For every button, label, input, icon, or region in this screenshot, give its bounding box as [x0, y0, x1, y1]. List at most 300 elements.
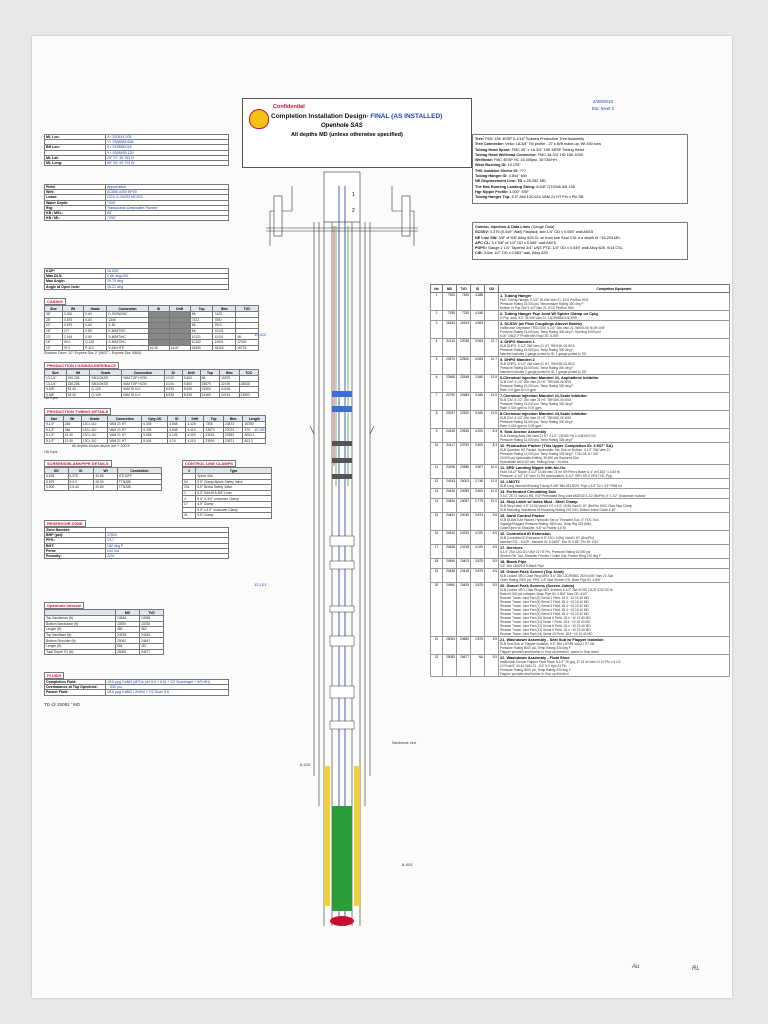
table-cell: 22920	[457, 411, 471, 429]
table-cell: X-60	[84, 317, 107, 323]
equipment-description	[499, 339, 730, 357]
spec-key: Wellhead:	[475, 158, 494, 163]
table-cell: 21	[431, 637, 443, 655]
equipment-detail: Reamer Tracer Joint Part (12) Serial 8 Field: 18.4 ~10 15 40 MD	[500, 624, 591, 628]
table-cell: 24089	[457, 489, 471, 499]
equipment-detail: Service Pkr Tool, Shoulder Ferules / Collet Sub, Packer Rtng 270 deg F	[500, 554, 601, 558]
equipment-detail: Halliburton Double Flapper Float Shoe: 5-1/2" 26 ppg, 5" 13 4s Vam 21 10 Pin x 5 1/2	[500, 660, 621, 664]
tubing-table	[44, 415, 266, 444]
equipment-row	[431, 499, 730, 513]
table-cell: 9	[431, 429, 443, 443]
table-cell: 13.5	[485, 393, 499, 411]
equipment-description	[499, 393, 730, 411]
well-location-table	[44, 134, 229, 166]
table-cell: 24744	[220, 392, 239, 398]
column-header: Type	[196, 468, 272, 474]
table-cell: 0.000	[62, 312, 83, 318]
table-cell: 1306	[107, 317, 148, 323]
spec-key: Hgr Nipple Profile:	[475, 189, 510, 194]
kv-label: KB / MSL:	[45, 211, 106, 216]
table-cell: 16350	[243, 422, 266, 428]
table-cell: 10.0	[485, 465, 499, 479]
equipment-title: 8.Chemical Injection Mandrel #3,Scale Inhibitor	[500, 411, 587, 416]
equipment-detail: SLB Mounting Indications x5 Mounting Setting OD 3.50, Bottom Index Guide 6.40"	[500, 508, 617, 512]
table-cell: 14991	[213, 339, 236, 345]
column-header: TVD	[139, 610, 163, 616]
table-cell: 5-1/2"	[45, 422, 64, 428]
table-cell: 5.404	[142, 438, 168, 444]
kv-value: AC806 #300 BP00	[106, 190, 229, 195]
casing-note: Shadow Diver: 20" Expires Dia: 2' (9837' - Expires Dia: 9860)	[44, 351, 142, 355]
table-cell: 7330	[457, 311, 471, 321]
table-cell: Q-125	[84, 339, 107, 345]
equipment-detail: SLB CIM, 5 1/2" 26# Vam 21 HT, TBH15K-06 W15	[500, 398, 572, 402]
table-cell: 4.000	[186, 433, 204, 439]
table-cell: 8.535	[182, 387, 200, 393]
equipment-detail: 4-1/2" 26# 13Cr110 VAM 21 HT Pin, Pressure Rating 15,000 psi	[500, 550, 591, 554]
equipment-detail: SLB CIM, 5 1/2" 26# Vam 21 HT, TBH15K-06 W15	[500, 416, 572, 420]
equipment-description	[499, 489, 730, 499]
table-cell: 10	[431, 443, 443, 465]
equipment-detail: 5.5" 26# 13M25 5.5 Blank Pipe	[500, 564, 544, 568]
table-cell: 5.375	[68, 474, 94, 480]
kv-value: Y= 9358586.636	[106, 140, 229, 145]
table-cell: 22"	[45, 323, 63, 329]
openhole-title: Openhole Interval	[44, 602, 84, 609]
table-cell: S-60MT/HC	[107, 339, 148, 345]
kv-label: Perm:	[45, 548, 106, 553]
table-cell: 4.500	[45, 485, 69, 491]
kv-label: BHT:	[45, 543, 106, 548]
equipment-detail: Rate: 0.004 gpm to 0.09 gpm	[500, 424, 542, 428]
table-cell: 5.875	[45, 479, 69, 485]
spec-key: Tubing Hanger Top:	[475, 195, 512, 200]
table-cell: X-60	[84, 312, 107, 318]
equipment-detail: Bottom or Pup 26# 5-1/2"Vam 21, ECS Pin/Box HN2	[500, 306, 575, 310]
equipment-detail: SLB QUANTUM Packer, Hydraulic Set w/ Threaded Sub, 5" FOC Tool	[500, 518, 599, 522]
table-header-row	[431, 285, 730, 293]
table-cell: 7922	[213, 323, 236, 329]
column-header: TVD	[457, 285, 471, 293]
table-cell: 5.5" Below Safety Valve	[196, 485, 272, 491]
table-cell: 24117	[443, 443, 457, 465]
spec-value: FMC 18-3/4" HD 15K 4000	[537, 152, 583, 157]
kv-value: Y= 9358495.139	[106, 150, 229, 155]
equipment-row	[431, 339, 730, 357]
equipment-detail: Signage/Flagged Pressure Rating: 3500 psi, Temp Rtg 325 (Min)	[500, 522, 592, 526]
spec-value: ???	[519, 168, 526, 173]
table-cell: 0.875	[62, 317, 83, 323]
equipment-row	[431, 429, 730, 443]
column-header: OD	[485, 285, 499, 293]
column-header: Grade	[84, 306, 107, 312]
table-cell: 54.0	[62, 339, 83, 345]
table-cell: 23750	[457, 443, 471, 465]
equipment-detail: Pressure Rating 5000 psi, Temp Rating 330 deg F	[500, 646, 571, 650]
table-cell: X-80	[84, 328, 107, 334]
table-cell: VAM SLIJ-II	[122, 392, 165, 398]
table-cell: 53.40	[66, 387, 90, 393]
table-cell: 24430	[457, 583, 471, 637]
kv-value: 7292'	[106, 216, 229, 221]
table-cell: X-80	[84, 334, 107, 340]
table-cell: 5.5" X-3/4" crossover Clamp	[196, 496, 272, 502]
table-cell: 13-1/4"	[45, 381, 67, 387]
column-header: ID	[471, 285, 485, 293]
kv-row	[45, 284, 229, 289]
kv-value: ~ 650 psi	[106, 685, 229, 690]
equipment-title: 1. Tubing Hanger	[500, 293, 532, 298]
column-header: OD	[45, 468, 69, 474]
table-cell: 7300	[457, 293, 471, 311]
equipment-detail: SLB Seal Sub w/ Flapper Isolation, 5.5" 26# 13Cr95 Vam21 HT SB	[500, 642, 595, 646]
table-row	[45, 345, 259, 351]
table-cell: 3.5-40	[68, 485, 94, 491]
table-cell: 13Cr-110	[81, 433, 107, 439]
column-header: TOC	[239, 370, 258, 376]
table-cell: 18324	[213, 345, 236, 351]
title-block	[242, 98, 472, 168]
table-cell: 2.775	[471, 499, 485, 513]
table-cell: 5.5" Clamp Above Safety Valve	[196, 479, 272, 485]
equipment-detail: Close/Open w/ Shoulder, 9.8" w/ Packer 4.8 Ni	[500, 526, 566, 530]
kv-label: Water Depth:	[45, 200, 106, 205]
table-cell: Length (ft):	[45, 643, 116, 649]
kv-value: 13.7	[106, 538, 229, 543]
equipment-row	[431, 489, 730, 499]
kv-label: Field:	[45, 185, 106, 190]
table-cell: 23001	[204, 433, 224, 439]
table-cell: 5.5	[485, 637, 499, 655]
equipment-row	[431, 443, 730, 465]
equipment-description	[499, 531, 730, 545]
equipment-title: 11. SRD Landing Nipple with No-Go	[500, 465, 566, 470]
table-cell: 24403	[457, 559, 471, 569]
table-cell: 1	[183, 490, 196, 496]
column-header: TOC	[236, 306, 259, 312]
table-cell: 24003	[457, 479, 471, 489]
equipment-detail: Rated 5,000 psi collapse; Base Pipe ID: 4.500" Max OD: 6.62"	[500, 592, 588, 596]
spec-key: NE Line SW:	[475, 235, 499, 240]
table-cell: 5.5	[485, 531, 499, 545]
table-cell: 24343	[443, 479, 457, 489]
table-cell: 28"	[45, 317, 63, 323]
table-cell: 24548	[443, 569, 457, 583]
kv-value: 16,605'	[106, 269, 229, 274]
table-cell: 3.875	[471, 569, 485, 583]
table-cell: VAM 21 HT	[108, 427, 142, 433]
kv-row	[45, 680, 229, 685]
table-cell: 53.40	[66, 392, 90, 398]
table-cell: 7422	[190, 317, 213, 323]
column-header: Top	[190, 306, 213, 312]
table-cell: 5.5	[485, 559, 499, 569]
table-cell: 24340	[139, 632, 163, 638]
equipment-description	[499, 443, 730, 465]
equipment-description	[499, 479, 730, 489]
table-cell: 13	[431, 489, 443, 499]
screens-title: SCREENS/BLANKPIPE DETAILS	[44, 460, 112, 467]
table-cell: 5.5	[485, 545, 499, 559]
equipment-row	[431, 375, 730, 393]
equipment-detail: Mandrel OD: ~6.625", Mandrel ID: 5.0469", Box ID 5.85", Pin ID: 4.51"	[500, 540, 600, 544]
table-cell: 362	[139, 627, 163, 633]
equipment-row	[431, 559, 730, 569]
table-cell: 24510	[443, 531, 457, 545]
table-cell: 24418	[457, 569, 471, 583]
column-header: Completion Equipment	[499, 285, 730, 293]
table-cell: 3.907	[471, 465, 485, 479]
equipment-detail: Reamer Tracer Joint Part (13) Serial 9 Field: 18.4 ~10 15 40 MD	[500, 628, 591, 632]
completion-equipment-table	[430, 284, 730, 677]
equipment-row	[431, 513, 730, 531]
table-cell: VAM 21 HT	[108, 422, 142, 428]
column-header: Size	[45, 416, 64, 422]
equipment-title: 4. DHPG Mandrel 1	[500, 339, 535, 344]
equipment-title: 19. Gravel Pack Screen (Top Joint)	[500, 569, 564, 574]
equipment-detail: SLB CIM, 5 1/2" 26# Vam 21 HT, TBH15K-06 W15	[500, 380, 572, 384]
table-cell: 4.548	[168, 422, 186, 428]
table-cell: 3.748	[471, 479, 485, 489]
column-header: Drift	[186, 416, 204, 422]
column-header: Btm	[220, 370, 239, 376]
table-cell: 25082	[443, 655, 457, 677]
column-header: Top	[200, 370, 219, 376]
revision-stamp	[592, 98, 614, 112]
equipment-detail: Pressure Rating 12,000 psi, Temp Rating 325 deg F, TVD=24,117 MD	[500, 452, 599, 456]
kv-label: Porosity:	[45, 554, 106, 559]
spec-value: 3/8" of 5/8" Alloy 825 CL w/ from sub Seal CSL a a depth of ~16,203 MD.	[498, 235, 621, 240]
equipment-detail: Pressure Rating 15,000 psi, Temp Rating 300 deg F	[500, 402, 574, 406]
table-cell: 23530	[457, 429, 471, 443]
equipment-description	[499, 499, 730, 513]
column-header: Connection	[117, 468, 161, 474]
equipment-description	[499, 321, 730, 339]
equipment-detail: FMC Tubing Hanger, 5-1/2" 26.00# Vam 21, ECS Pin/Box HN2	[500, 298, 589, 302]
table-cell: 4.200	[471, 429, 485, 443]
table-cell: 1	[431, 293, 443, 311]
spec-value: 3 x 3/8" of 1/4" OD x 0.065" wall AKE5	[491, 240, 556, 245]
table-cell: 4.126	[168, 433, 186, 439]
table-cell: NA	[471, 655, 485, 677]
kv-value: 16.21 deg	[106, 284, 229, 289]
column-header: Btm	[223, 416, 243, 422]
equipment-detail: 20,000 psi Hydrostatic Rating, 35,500 psi Ruptured Disc	[500, 456, 580, 460]
spec-value: 5.5" 26# 13Cr110 VAM 21 HT Pin x Pin SB	[511, 195, 584, 200]
equipment-detail: Mandrel includes 1 gauge ported to ID, 1 gauge ported to OD	[500, 352, 587, 356]
table-cell: 4.548	[168, 427, 186, 433]
table-cell: 4.5" Clamp	[196, 513, 272, 519]
table-cell: 4.410	[186, 427, 204, 433]
table-cell: 5-1/2"	[45, 427, 64, 433]
revision-date: 4/28/2010	[592, 99, 614, 104]
equipment-detail: 10 Float 5" 26 44 VAM 21 - 8.5" 5.5 Hyd 23 Pin	[500, 664, 567, 668]
kv-label: Angle at Open hole:	[45, 284, 106, 289]
equipment-description	[499, 293, 730, 311]
table-cell: Total Depth TD (ft):	[45, 649, 116, 655]
equipment-detail: Pressure Rating 15,000 psi, Temp Rating 300 deg F	[500, 420, 574, 424]
table-cell: 24660	[457, 637, 471, 655]
spec-key: Tubing Head Wellhead Connector:	[475, 152, 538, 157]
schematic-depth-b: 10,301'	[254, 427, 267, 432]
table-cell: 3.874	[471, 513, 485, 531]
equipment-detail: Flapper provides seal barrier in 'flow up direction'	[500, 672, 570, 676]
equipment-description	[499, 583, 730, 637]
equipment-detail: SLB DHPG, 5 1/2" 26# Vam 21 HT, TBH15K-06 W15	[500, 344, 575, 348]
table-cell: 11031	[213, 334, 236, 340]
table-cell: 22683	[457, 393, 471, 411]
table-cell: 14990	[190, 345, 213, 351]
table-cell: 4.24	[168, 438, 186, 444]
table-cell: Q-125	[90, 387, 122, 393]
kv-value: Transocean Deepwater Pioneer	[106, 205, 229, 210]
table-cell: ML	[200, 376, 219, 382]
kv-value: X= 520614.205	[106, 135, 229, 140]
table-cell: 16153	[457, 321, 471, 339]
table-cell: 13.5	[485, 411, 499, 429]
table-cell: 3.063	[471, 339, 485, 357]
table-cell: 8.535	[164, 387, 182, 393]
kv-value: 20.70 deg	[106, 279, 229, 284]
equipment-description	[499, 375, 730, 393]
equipment-title: 16. Controlled ID Extension	[500, 531, 551, 536]
table-cell: 25062	[115, 638, 139, 644]
equipment-detail: Rate: 0.5 gpm to 0.9 gpm	[500, 388, 536, 392]
spec-value: 0.375 (0.049" Wall) Flatpack, two 1/4" OD x 0.065" wall AKE5	[489, 230, 594, 235]
field-info-table	[44, 184, 229, 221]
equipment-description	[499, 465, 730, 479]
table-cell: 6	[431, 375, 443, 393]
table-cell: 20.80	[94, 485, 118, 491]
spec-value: 3-line 1/2" OD x 0.083" wall, Alloy 625	[483, 251, 548, 256]
kv-label: Zone Number:	[45, 528, 106, 533]
schematic-depth-a: 10,311'	[254, 332, 267, 337]
table-cell: 4	[431, 339, 443, 357]
kv-label: Lease:	[45, 195, 106, 200]
table-cell: 5.4.0	[68, 479, 94, 485]
page-subtitle: Openhole SAS	[321, 123, 363, 129]
schematic-label-1: 1	[352, 192, 355, 198]
equipment-title: 18. Blank Pipe	[500, 559, 527, 564]
table-cell: 24451	[443, 513, 457, 531]
table-cell: 3.800	[471, 443, 485, 465]
kv-label: KOP:	[45, 269, 106, 274]
kv-value: 22%	[106, 554, 229, 559]
table-cell: 4.020	[471, 545, 485, 559]
table-cell: Length (ft):	[45, 627, 116, 633]
table-cell: 97.0	[62, 345, 83, 351]
spec-key: SCSSV:	[475, 230, 490, 235]
equipment-row	[431, 293, 730, 311]
table-cell: 22190	[220, 381, 239, 387]
table-cell: 2.165	[62, 334, 83, 340]
table-cell: 19	[431, 569, 443, 583]
table-cell: 3.500	[471, 489, 485, 499]
spec-value: FMC 15K 4ESP 5-1/16" Subsea Production Tree Assembly	[485, 137, 585, 141]
spec-value: FMC 30" x 18-3/4" 15K 4ESP Tubing Head	[511, 147, 584, 152]
kv-label: KB / ML:	[45, 216, 106, 221]
spec-value: 4.000" SSF	[509, 189, 529, 194]
schematic-depth-d: 8,420'	[300, 762, 311, 767]
equipment-description	[499, 569, 730, 583]
table-cell: 16723	[236, 345, 259, 351]
table-cell: 26#	[63, 422, 81, 428]
equipment-description	[499, 311, 730, 321]
column-header: Wt	[62, 306, 83, 312]
table-cell: 9.8	[485, 513, 499, 531]
equipment-detail: Reamer Tracer Joint Part (10) Serial 6 Field: 18.4 ~10 15 40 MD	[500, 616, 591, 620]
column-header: Grade	[90, 370, 122, 376]
equipment-description	[499, 637, 730, 655]
table-row	[45, 485, 162, 491]
kv-value: 180 deg F	[106, 543, 229, 548]
kv-label: Max Angle:	[45, 279, 106, 284]
table-cell: 4.563	[471, 321, 485, 339]
equipment-detail: Reamer Tracer Joint Part (7) Serial 3 Field: 18.4 ~10 15 40 MD	[500, 604, 589, 608]
spec-line	[475, 195, 685, 200]
equipment-detail: Reamer Tracer Joint Part (5) Serial 1 Field: 18.4 ~10 15 40 MD	[500, 596, 589, 600]
table-cell: 9-5/8"	[45, 387, 67, 393]
equipment-detail: Pressure Rating 15,000 psi, Temp Rating 300 deg F	[500, 384, 574, 388]
equipment-description	[499, 545, 730, 559]
equipment-description	[499, 655, 730, 677]
table-cell: 16153	[443, 321, 457, 339]
table-cell: 3.875	[471, 583, 485, 637]
column-header: Length	[243, 416, 266, 422]
table-cell: 22574	[443, 357, 457, 375]
table-cell: 3.875	[471, 559, 485, 569]
table-cell: 17	[183, 501, 196, 507]
tubing-title: PRODUCTION TUBING DETAILS	[44, 408, 111, 415]
equipment-detail: Mandrel includes 1 gauge ported to ID, 1 gauge ported to OD	[500, 370, 587, 374]
spec-key: Control, Injection & Data Lines	[475, 225, 532, 229]
spec-key: Tree Connector:	[475, 142, 506, 147]
equipment-title: 2. Tubing Hanger Pup Joint W/ Spider Clamp on Cplg	[500, 311, 598, 316]
equipment-title: 22. Washdown Assembly - Float Shoe	[500, 655, 570, 660]
table-cell: 0.875	[62, 323, 83, 329]
table-cell: 4.020	[471, 531, 485, 545]
equipment-row	[431, 321, 730, 339]
spec-value: Gauge 1 1/4" Tapered 3/4" UNS PTD, 1/4" OD x 0.049" wall Alloy 825, 9/14 CSL	[488, 246, 623, 251]
table-cell: 24190	[457, 531, 471, 545]
fluids-table	[44, 679, 229, 696]
well-path-table	[44, 268, 229, 290]
tubing-note-2: HA Tops:	[44, 450, 59, 454]
equipment-detail: Reamer Tracer Joint Part (14) Serial 10 Field: 18.4 ~10 15 40 MD	[500, 632, 593, 636]
column-header: Connection	[108, 416, 142, 422]
spec-key: The Has Running Landing String:	[475, 184, 537, 189]
table-cell: 23671	[223, 438, 243, 444]
table-cell: 10"	[45, 345, 63, 351]
table-cell: 36"	[45, 312, 63, 318]
table-cell: 6.305	[142, 427, 168, 433]
production-casing-table	[44, 369, 259, 398]
table-cell: 24657	[139, 638, 163, 644]
table-cell: 24677	[457, 655, 471, 677]
kv-row	[45, 690, 229, 695]
column-header: #	[183, 468, 196, 474]
table-cell: Splice Sub	[196, 474, 272, 480]
table-cell: 13Cr-110	[81, 427, 107, 433]
table-cell: 22038	[457, 339, 471, 357]
column-header: Grade	[81, 416, 107, 422]
table-cell: 7905	[443, 293, 457, 311]
table-cell: 13Cr-110	[81, 422, 107, 428]
table-cell: 2	[431, 311, 443, 321]
table-cell: 8.3	[485, 443, 499, 465]
table-cell: 379	[243, 427, 266, 433]
table-cell: 24087	[457, 499, 471, 513]
